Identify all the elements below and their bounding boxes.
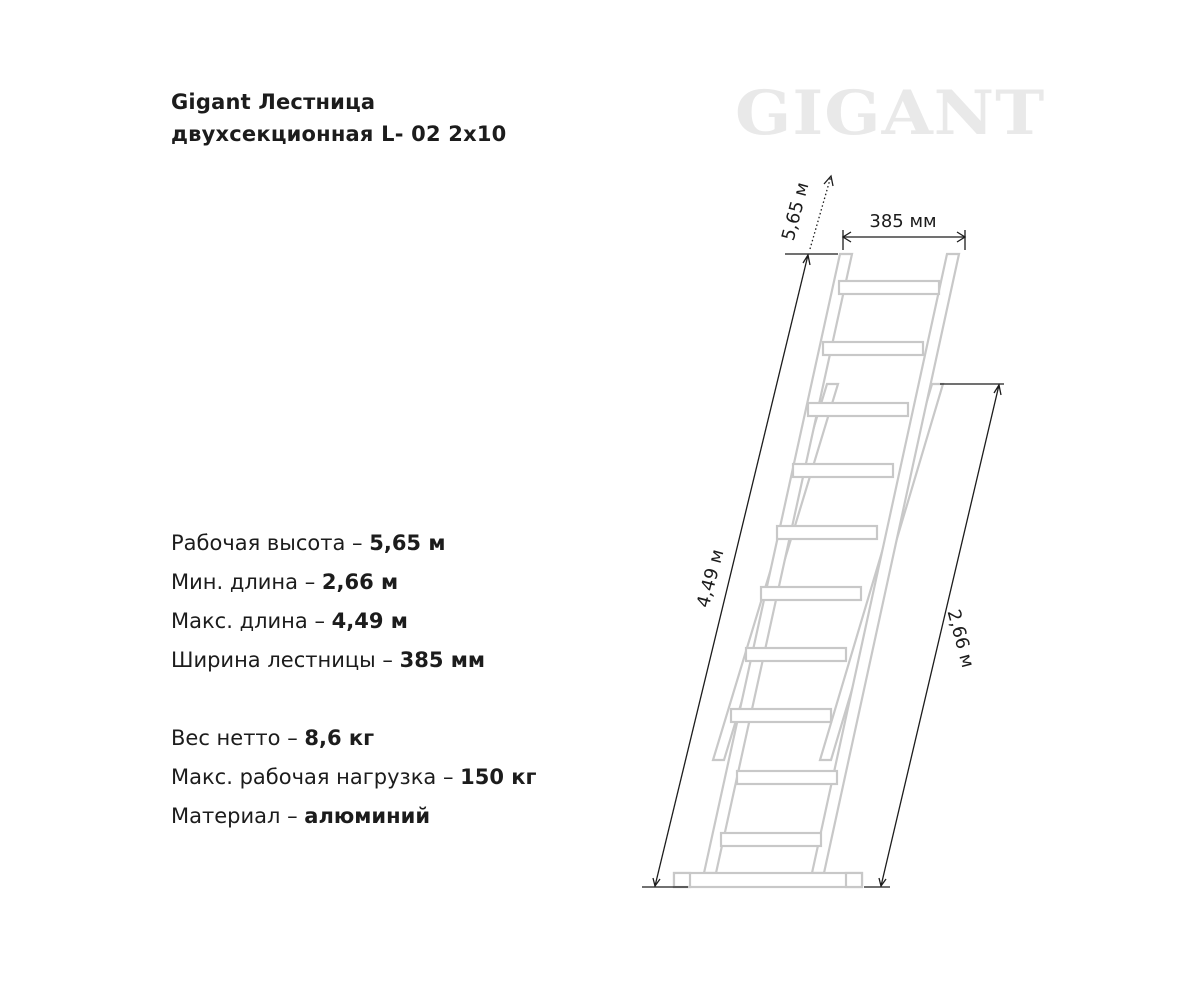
ladder-rung <box>731 709 831 722</box>
spec-label: Макс. длина <box>171 609 308 633</box>
spec-separator: – <box>298 570 322 594</box>
spec-value: 5,65 м <box>369 531 446 555</box>
spec-label: Рабочая высота <box>171 531 346 555</box>
product-title-line-2: двухсекционная L- 02 2x10 <box>171 122 507 146</box>
gigant-logo: GIGANT <box>735 76 1046 149</box>
ladder-rung <box>721 833 821 846</box>
spec-separator: – <box>280 726 305 750</box>
width-dimension-label: 385 мм <box>869 211 937 232</box>
spec-label: Макс. рабочая нагрузка <box>171 765 437 789</box>
spec-separator: – <box>345 531 370 555</box>
ladder-rung <box>839 281 939 294</box>
spec-label: Мин. длина <box>171 570 299 594</box>
spec-value: 2,66 м <box>321 570 399 594</box>
ladder-rung <box>808 403 908 416</box>
min-length-dimension-line <box>881 385 999 886</box>
spec-value: алюминий <box>304 804 431 828</box>
ladder-rung <box>761 587 861 600</box>
base-right-cap <box>846 873 862 887</box>
ladder-rung <box>793 464 893 477</box>
spec-separator: – <box>375 648 400 672</box>
working-height-label: 5,65 м <box>777 180 814 243</box>
spec-separator: – <box>307 609 332 633</box>
ladder-rung <box>823 342 923 355</box>
spec-label: Ширина лестницы <box>171 648 376 672</box>
spec-value: 150 кг <box>460 765 537 789</box>
max-length-label: 4,49 м <box>692 547 729 610</box>
spec-separator: – <box>280 804 305 828</box>
ladder-base <box>674 873 862 887</box>
working-height-arrow <box>824 176 833 186</box>
spec-label: Материал <box>171 804 281 828</box>
spec-value: 4,49 м <box>331 609 408 633</box>
ladder-rung <box>746 648 846 661</box>
base-left-cap <box>674 873 690 887</box>
spec-value: 8,6 кг <box>304 726 375 750</box>
spec-label: Вес нетто <box>171 726 281 750</box>
spec-value: 385 мм <box>399 648 486 672</box>
ladder-rung <box>777 526 877 539</box>
product-title-line-1: Gigant Лестница <box>171 90 376 114</box>
min-length-label: 2,66 м <box>942 607 979 670</box>
ladder-rung <box>737 771 837 784</box>
spec-separator: – <box>436 765 461 789</box>
